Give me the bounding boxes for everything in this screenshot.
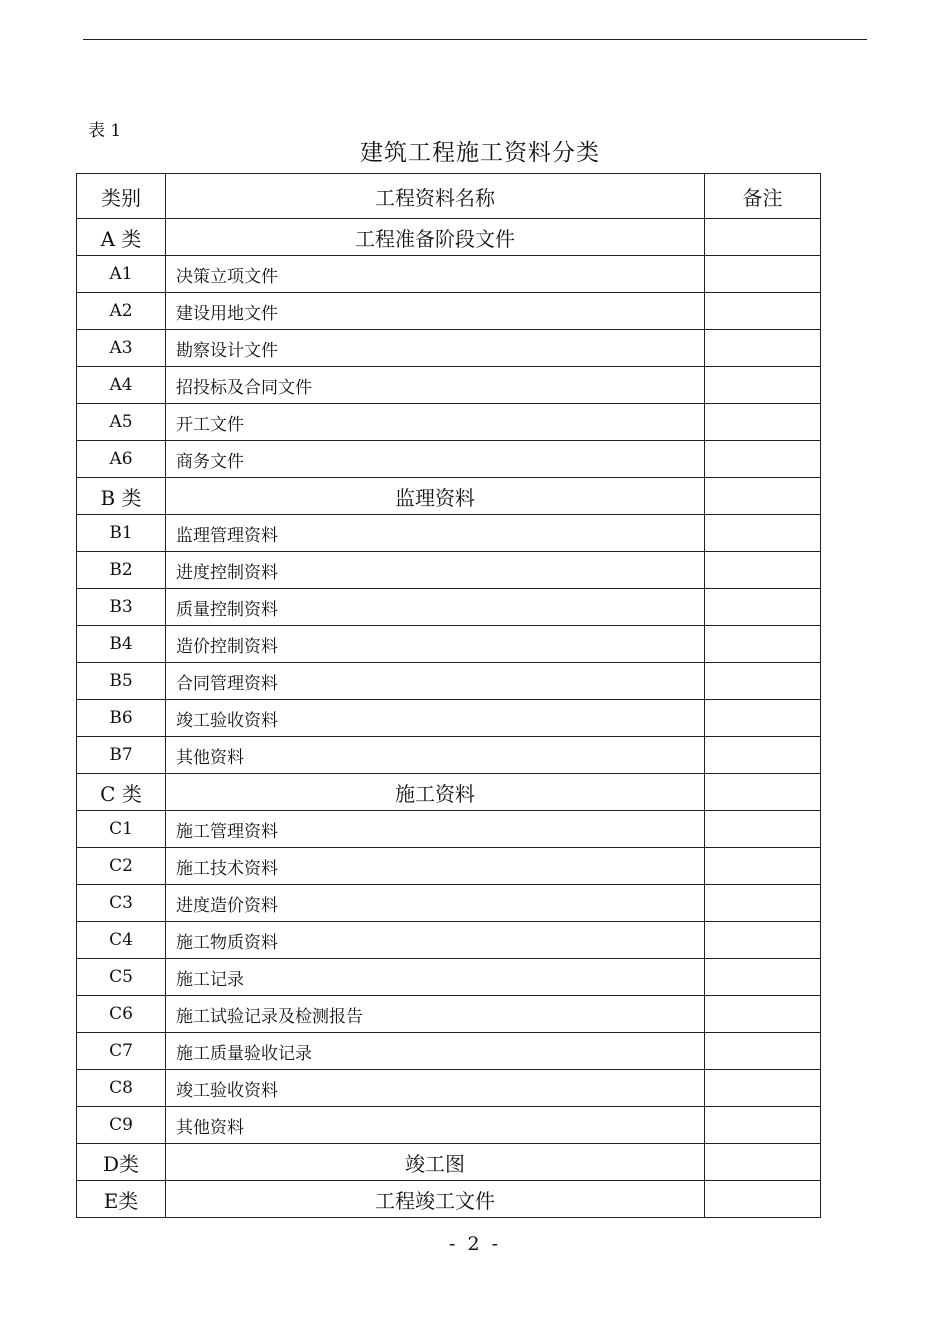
- row-note: [705, 1070, 821, 1107]
- table-row: [77, 330, 821, 367]
- row-note: [705, 626, 821, 663]
- table-row: [77, 293, 821, 330]
- row-name: 施工管理资料: [166, 811, 705, 848]
- row-code: A1: [77, 256, 166, 293]
- category-row: [77, 1144, 821, 1181]
- document-title-text: 建筑工程施工资料分类: [360, 140, 600, 166]
- table-row: [77, 1070, 821, 1107]
- category-row: [77, 774, 821, 811]
- row-code: A5: [77, 404, 166, 441]
- category-row: [77, 478, 821, 515]
- row-name: 造价控制资料: [166, 626, 705, 663]
- row-name: 决策立项文件: [166, 256, 705, 293]
- row-name: 施工资料: [166, 774, 705, 811]
- table-row: [77, 922, 821, 959]
- row-code: C9: [77, 1107, 166, 1144]
- row-note: [705, 1181, 821, 1218]
- row-note: [705, 515, 821, 552]
- row-code: C6: [77, 996, 166, 1033]
- row-note: [705, 1033, 821, 1070]
- row-name: 质量控制资料: [166, 589, 705, 626]
- table-row: [77, 959, 821, 996]
- row-code: B2: [77, 552, 166, 589]
- table-header-row: [77, 174, 821, 219]
- row-note: [705, 663, 821, 700]
- row-note: [705, 441, 821, 478]
- row-code: C 类: [77, 774, 166, 811]
- row-name: 监理资料: [166, 478, 705, 515]
- row-name: 工程竣工文件: [166, 1181, 705, 1218]
- row-code: A2: [77, 293, 166, 330]
- row-code: B7: [77, 737, 166, 774]
- row-code: C4: [77, 922, 166, 959]
- row-name: 施工记录: [166, 959, 705, 996]
- classification-table: [76, 173, 821, 1218]
- table-row: [77, 1033, 821, 1070]
- table-row: [77, 996, 821, 1033]
- row-code: C7: [77, 1033, 166, 1070]
- header-rule: [83, 39, 867, 40]
- row-code: D类: [77, 1144, 166, 1181]
- row-name: 监理管理资料: [166, 515, 705, 552]
- row-note: [705, 848, 821, 885]
- document-title: [0, 134, 950, 167]
- row-name: 施工试验记录及检测报告: [166, 996, 705, 1033]
- row-name: 工程准备阶段文件: [166, 219, 705, 256]
- row-note: [705, 959, 821, 996]
- row-note: [705, 996, 821, 1033]
- row-code: B1: [77, 515, 166, 552]
- row-note: [705, 552, 821, 589]
- table-row: [77, 404, 821, 441]
- row-note: [705, 1144, 821, 1181]
- row-note: [705, 1107, 821, 1144]
- row-note: [705, 737, 821, 774]
- category-row: [77, 1181, 821, 1218]
- row-name: 施工物质资料: [166, 922, 705, 959]
- row-note: [705, 774, 821, 811]
- table-row: [77, 626, 821, 663]
- row-code: B4: [77, 626, 166, 663]
- row-note: [705, 256, 821, 293]
- row-note: [705, 330, 821, 367]
- row-code: A3: [77, 330, 166, 367]
- row-name: 施工技术资料: [166, 848, 705, 885]
- row-name: 竣工验收资料: [166, 700, 705, 737]
- table-row: [77, 848, 821, 885]
- table-row: [77, 737, 821, 774]
- table-row: [77, 515, 821, 552]
- row-code: C3: [77, 885, 166, 922]
- row-note: [705, 478, 821, 515]
- table-row: [77, 256, 821, 293]
- row-note: [705, 367, 821, 404]
- table-row: [77, 1107, 821, 1144]
- row-code: B 类: [77, 478, 166, 515]
- row-note: [705, 811, 821, 848]
- table-row: [77, 441, 821, 478]
- row-code: A4: [77, 367, 166, 404]
- table-label: 表 1: [88, 121, 122, 141]
- row-note: [705, 885, 821, 922]
- table-row: [77, 663, 821, 700]
- category-row: [77, 219, 821, 256]
- table-row: [77, 811, 821, 848]
- header-name: 工程资料名称: [166, 174, 705, 219]
- row-code: B3: [77, 589, 166, 626]
- row-name: 建设用地文件: [166, 293, 705, 330]
- row-code: C8: [77, 1070, 166, 1107]
- row-name: 进度控制资料: [166, 552, 705, 589]
- row-note: [705, 219, 821, 256]
- row-name: 开工文件: [166, 404, 705, 441]
- row-name: 商务文件: [166, 441, 705, 478]
- row-name: 其他资料: [166, 1107, 705, 1144]
- row-code: E类: [77, 1181, 166, 1218]
- row-note: [705, 404, 821, 441]
- row-code: C2: [77, 848, 166, 885]
- row-code: C1: [77, 811, 166, 848]
- table-row: [77, 700, 821, 737]
- page-number: - 2 -: [448, 1233, 501, 1255]
- row-name: 施工质量验收记录: [166, 1033, 705, 1070]
- header-note: 备注: [705, 174, 821, 219]
- row-name: 勘察设计文件: [166, 330, 705, 367]
- row-name: 其他资料: [166, 737, 705, 774]
- row-name: 招投标及合同文件: [166, 367, 705, 404]
- table-row: [77, 589, 821, 626]
- row-name: 竣工图: [166, 1144, 705, 1181]
- header-category: 类别: [77, 174, 166, 219]
- table-row: [77, 552, 821, 589]
- row-code: B6: [77, 700, 166, 737]
- row-note: [705, 700, 821, 737]
- row-name: 进度造价资料: [166, 885, 705, 922]
- row-code: B5: [77, 663, 166, 700]
- row-note: [705, 589, 821, 626]
- row-name: 合同管理资料: [166, 663, 705, 700]
- table-row: [77, 367, 821, 404]
- row-code: A6: [77, 441, 166, 478]
- table-row: [77, 885, 821, 922]
- row-code: C5: [77, 959, 166, 996]
- row-code: A 类: [77, 219, 166, 256]
- row-note: [705, 293, 821, 330]
- row-name: 竣工验收资料: [166, 1070, 705, 1107]
- row-note: [705, 922, 821, 959]
